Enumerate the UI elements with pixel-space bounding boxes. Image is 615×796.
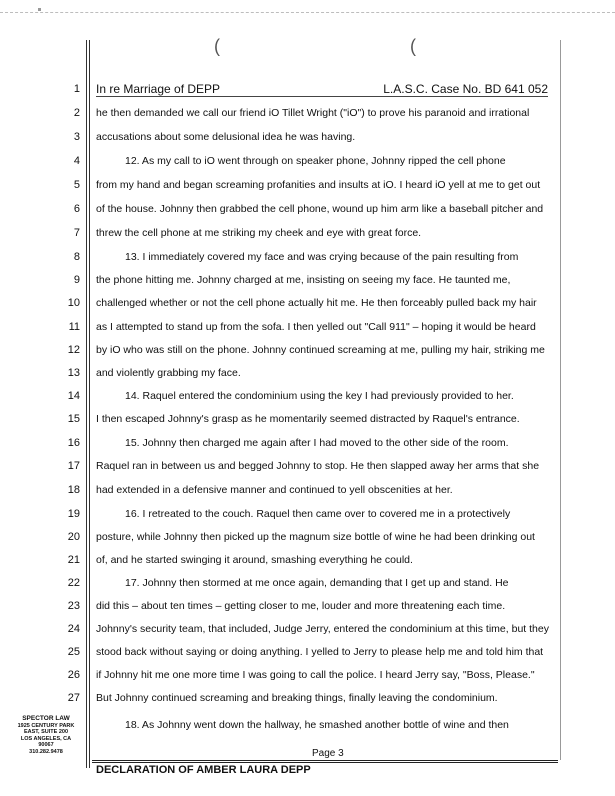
line-text: by iO who was still on the phone. Johnny continued screaming at me, pulling my hair, striking me — [96, 344, 545, 356]
line-text: 15. Johnny then charged me again after I had moved to the other side of the room. — [125, 437, 509, 449]
line-number: 25 — [67, 646, 80, 658]
line-number: 12 — [67, 344, 80, 356]
line-text: had extended in a defensive manner and continued to yell obscenities at her. — [96, 484, 453, 496]
pleading-line — [0, 104, 615, 122]
law-firm-block — [10, 716, 82, 755]
line-text: he then demanded we call our friend iO Tillet Wright ("iO") to prove his paranoid and irrational — [96, 107, 530, 119]
firm-name: SPECTOR LAW — [22, 715, 70, 722]
line-text: Raquel ran in between us and begged Johnny to stop. He then slapped away her arms that she — [96, 460, 540, 472]
line-number: 24 — [67, 623, 80, 635]
line-number: 16 — [67, 437, 80, 449]
line-number: 13 — [67, 367, 80, 379]
footer-rule — [92, 762, 558, 763]
line-text: 17. Johnny then stormed at me once again, demanding that I get up and stand. He — [125, 577, 509, 589]
line-number: 3 — [73, 131, 80, 143]
pleading-line — [0, 387, 615, 405]
line-number: 4 — [73, 155, 80, 167]
line-text: did this – about ten times – getting closer to me, louder and more threatening each time. — [96, 600, 506, 612]
line-number: 17 — [67, 460, 80, 472]
pleading-line — [0, 341, 615, 359]
line-text: threw the cell phone at me striking my cheek and eye with great force. — [96, 227, 422, 239]
scan-speck — [38, 8, 41, 11]
line-text: of, and he started swinging it around, smashing everything he could. — [96, 554, 413, 566]
line-text: 16. I retreated to the couch. Raquel then came over to covered me in a protectively — [125, 508, 511, 520]
line-number: 6 — [73, 203, 80, 215]
pleading-line — [0, 643, 615, 661]
scan-paren-mark-right: ( — [410, 36, 416, 56]
line-number: 26 — [67, 669, 80, 681]
pleading-line — [0, 528, 615, 546]
firm-address-line: EAST, SUITE 200 — [23, 729, 69, 735]
pleading-line — [0, 200, 615, 218]
firm-phone: 310.282.9478 — [29, 748, 63, 755]
firm-address-line: 90067 — [38, 742, 54, 748]
line-text: 12. As my call to iO went through on speaker phone, Johnny ripped the cell phone — [125, 155, 506, 167]
pleading-line — [0, 716, 615, 734]
line-number: 18 — [67, 484, 80, 496]
line-text: 18. As Johnny went down the hallway, he smashed another bottle of wine and then — [125, 719, 509, 731]
line-text: stood back without saying or doing anything. I yelled to Jerry to please help me and told him that — [96, 646, 544, 658]
line-number: 2 — [73, 107, 80, 119]
pleading-line — [0, 364, 615, 382]
line-number: 23 — [67, 600, 80, 612]
pleading-line — [0, 434, 615, 452]
line-number: 21 — [67, 554, 80, 566]
line-number: 19 — [67, 508, 80, 520]
line-number: 7 — [73, 227, 80, 239]
firm-address-line: LOS ANGELES, CA — [20, 735, 72, 742]
line-text: Johnny's security team, that included, Judge Jerry, entered the condominium at this time, but they — [96, 623, 549, 635]
line-text: the phone hitting me. Johnny charged at me, insisting on seeing my face. He taunted me, — [96, 274, 511, 286]
pleading-line — [0, 505, 615, 523]
pleading-line — [0, 152, 615, 170]
line-number: 10 — [67, 297, 80, 309]
pleading-line — [0, 318, 615, 336]
footer-rule — [92, 760, 558, 761]
case-name: In re Marriage of DEPP — [96, 82, 221, 96]
pleading-line — [0, 176, 615, 194]
line-number: 20 — [67, 531, 80, 543]
line-text: if Johnny hit me one more time I was going to call the police. I heard Jerry say, "Boss, Please." — [96, 669, 535, 681]
pleading-line — [0, 271, 615, 289]
line-number: 5 — [73, 179, 80, 191]
pleading-line — [0, 620, 615, 638]
pleading-line — [0, 294, 615, 312]
page-number: Page 3 — [312, 748, 344, 759]
scan-top-dashed-line — [0, 12, 615, 13]
pleading-line — [0, 689, 615, 707]
line-text: as I attempted to stand up from the sofa. I then yelled out "Call 911" – hoping it would be heard — [96, 321, 536, 333]
pleading-line — [0, 80, 615, 98]
pleading-line — [0, 551, 615, 569]
line-text: from my hand and began screaming profanities and insults at iO. I heard iO yell at me to get out — [96, 179, 541, 191]
line-text: accusations about some delusional idea he was having. — [96, 131, 356, 143]
pleading-line — [0, 224, 615, 242]
line-number: 9 — [73, 274, 80, 286]
firm-address-line: 1925 CENTURY PARK — [17, 722, 75, 729]
scan-paren-mark-left: ( — [214, 36, 220, 56]
case-number: L.A.S.C. Case No. BD 641 052 — [383, 82, 548, 96]
line-number: 11 — [68, 321, 80, 333]
pleading-line — [0, 574, 615, 592]
line-text: 14. Raquel entered the condominium using the key I had previously provided to her. — [125, 390, 514, 402]
pleading-line — [0, 481, 615, 499]
pleading-line — [0, 128, 615, 146]
line-number: 15 — [67, 413, 80, 425]
line-number: 8 — [73, 251, 80, 263]
pleading-line — [0, 666, 615, 684]
pleading-line — [0, 248, 615, 266]
line-text: and violently grabbing my face. — [96, 367, 241, 379]
line-text: But Johnny continued screaming and breaking things, finally leaving the condominium. — [96, 692, 498, 704]
line-text: posture, while Johnny then picked up the magnum size bottle of wine he had been drinking out — [96, 531, 535, 543]
line-text: I then escaped Johnny's grasp as he momentarily seemed distracted by Raquel's entrance. — [96, 413, 520, 425]
line-number: 27 — [67, 692, 80, 704]
line-text: 13. I immediately covered my face and was crying because of the pain resulting from — [125, 251, 519, 263]
document-title: DECLARATION OF AMBER LAURA DEPP — [96, 764, 311, 776]
line-number: 14 — [67, 390, 80, 402]
line-text: challenged whether or not the cell phone actually hit me. He then forceably pulled back my hair — [96, 297, 537, 309]
pleading-line — [0, 410, 615, 428]
pleading-line — [0, 597, 615, 615]
pleading-line — [0, 457, 615, 475]
line-number: 1 — [73, 83, 80, 95]
line-number: 22 — [67, 577, 80, 589]
line-text: of the house. Johnny then grabbed the cell phone, wound up him arm like a baseball pitcher and — [96, 203, 544, 215]
